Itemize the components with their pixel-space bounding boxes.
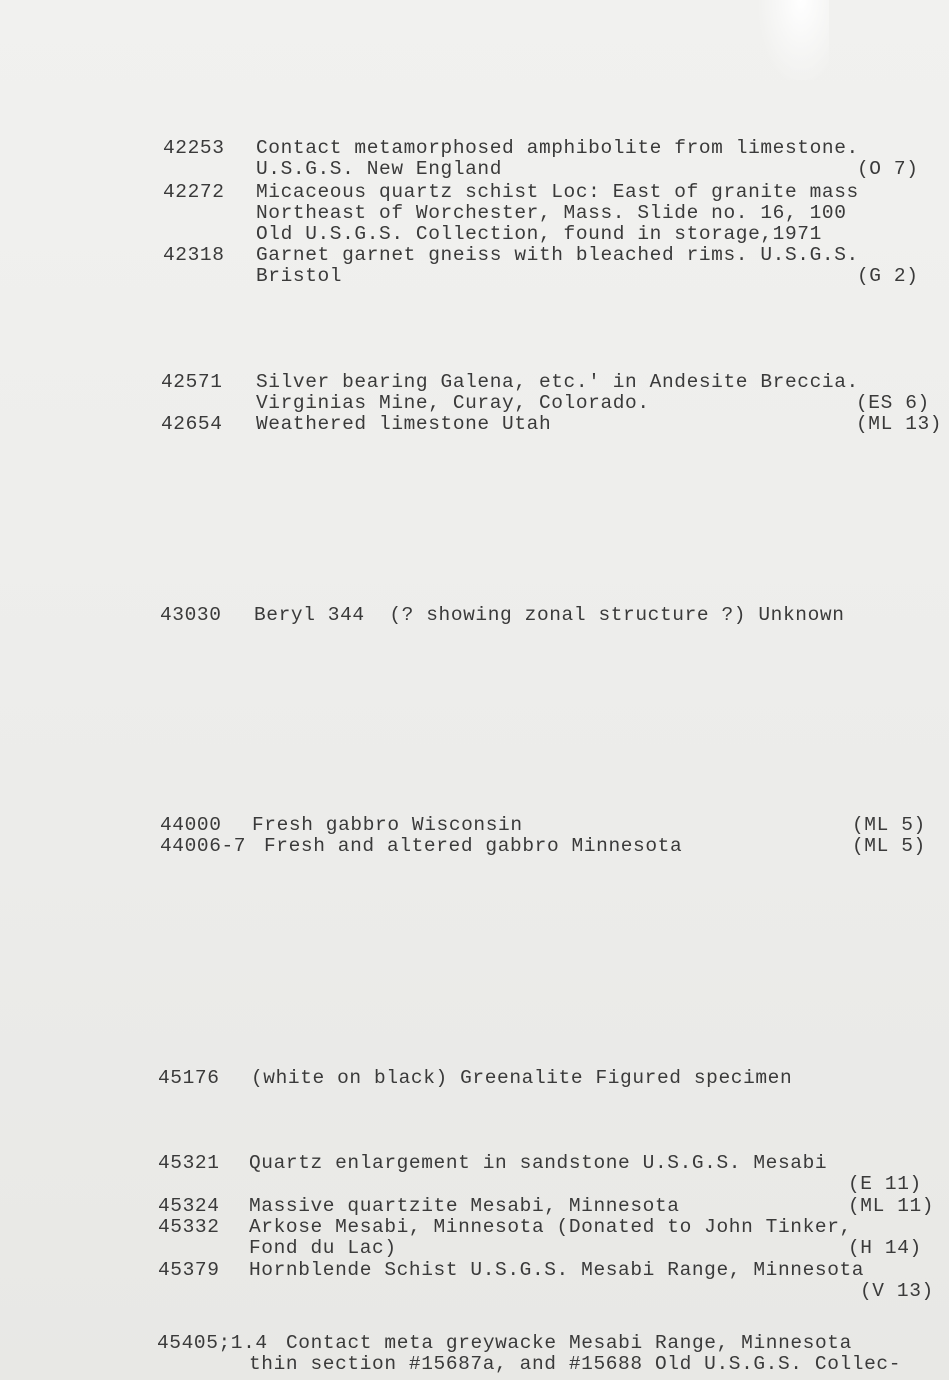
entry-text: Virginias Mine, Curay, Colorado. [256, 392, 650, 414]
catalog-entry [0, 1153, 949, 1195]
catalog-entry [0, 1068, 949, 1089]
catalog-entry [0, 372, 949, 414]
entry-text: Contact metamorphosed amphibolite from limestone. [256, 137, 859, 159]
entry-text: Quartz enlargement in sandstone U.S.G.S. Mesabi [249, 1152, 828, 1174]
entry-text: Hornblende Schist U.S.G.S. Mesabi Range, Minnesota [249, 1259, 865, 1281]
entry-number: 42272 [163, 181, 225, 203]
entry-number: 45324 [158, 1195, 220, 1217]
entry-code: (G 2) [857, 265, 919, 287]
entry-number: 42571 [161, 371, 223, 393]
entry-code: (ES 6) [856, 392, 930, 414]
entry-number: 42654 [161, 413, 223, 435]
catalog-entry [0, 1260, 949, 1302]
entry-code: (V 13) [860, 1280, 934, 1302]
entry-text: Garnet garnet gneiss with bleached rims. U.S.G.S. [256, 244, 859, 266]
entry-text: U.S.G.S. New England [256, 158, 503, 180]
entry-code: (O 7) [857, 158, 919, 180]
entry-number: 42318 [163, 244, 225, 266]
entry-text: Northeast of Worchester, Mass. Slide no. 16, 100 [256, 202, 847, 224]
entry-text: Arkose Mesabi, Minnesota (Donated to John Tinker, [249, 1216, 852, 1238]
entry-text: Bristol [256, 265, 343, 287]
catalog-entry [0, 182, 949, 245]
entry-number: 45405;1.4 [157, 1332, 268, 1354]
catalog-entry [0, 245, 949, 287]
entry-number: 43030 [160, 604, 222, 626]
entry-number: 44000 [160, 814, 222, 836]
entry-code: (H 14) [848, 1237, 922, 1259]
entry-code: (ML 13) [856, 413, 943, 435]
entry-number: 42253 [163, 137, 225, 159]
entry-text: thin section #15687a, and #15688 Old U.S.G.S. Collec- [249, 1353, 902, 1375]
catalog-entry [0, 1217, 949, 1259]
catalog-entry [0, 138, 949, 180]
entry-text: Fresh gabbro Wisconsin [252, 814, 523, 836]
catalog-entry [0, 605, 949, 626]
entry-text: Micaceous quartz schist Loc: East of granite mass [256, 181, 859, 203]
entry-number: 45379 [158, 1259, 220, 1281]
entry-text: Fresh and altered gabbro Minnesota [264, 835, 683, 857]
entry-number: 45176 [158, 1067, 220, 1089]
catalog-entry [0, 1333, 949, 1375]
catalog-entry [0, 414, 949, 435]
entry-text: Contact meta greywacke Mesabi Range, Minnesota [286, 1332, 852, 1354]
entry-number: 45321 [158, 1152, 220, 1174]
entry-code: (E 11) [848, 1173, 922, 1195]
entry-code: (ML 5) [852, 814, 926, 836]
entry-text: Silver bearing Galena, etc.' in Andesite Breccia. [256, 371, 859, 393]
entry-code: (ML 5) [852, 835, 926, 857]
entry-text: Old U.S.G.S. Collection, found in storage,1971 [256, 223, 822, 245]
catalog-entry [0, 836, 949, 857]
entry-text: Beryl 344 (? showing zonal structure ?) Unknown [254, 604, 845, 626]
entry-code: (ML 11) [848, 1195, 935, 1217]
entry-number: 44006-7 [160, 835, 247, 857]
catalog-entry [0, 1196, 949, 1217]
entry-text: Massive quartzite Mesabi, Minnesota [249, 1195, 680, 1217]
catalog-entry [0, 815, 949, 836]
entry-text: Weathered limestone Utah [256, 413, 552, 435]
entry-text: Fond du Lac) [249, 1237, 397, 1259]
entry-number: 45332 [158, 1216, 220, 1238]
entry-text: (white on black) Greenalite Figured specimen [251, 1067, 793, 1089]
paper-tear [759, 0, 829, 80]
